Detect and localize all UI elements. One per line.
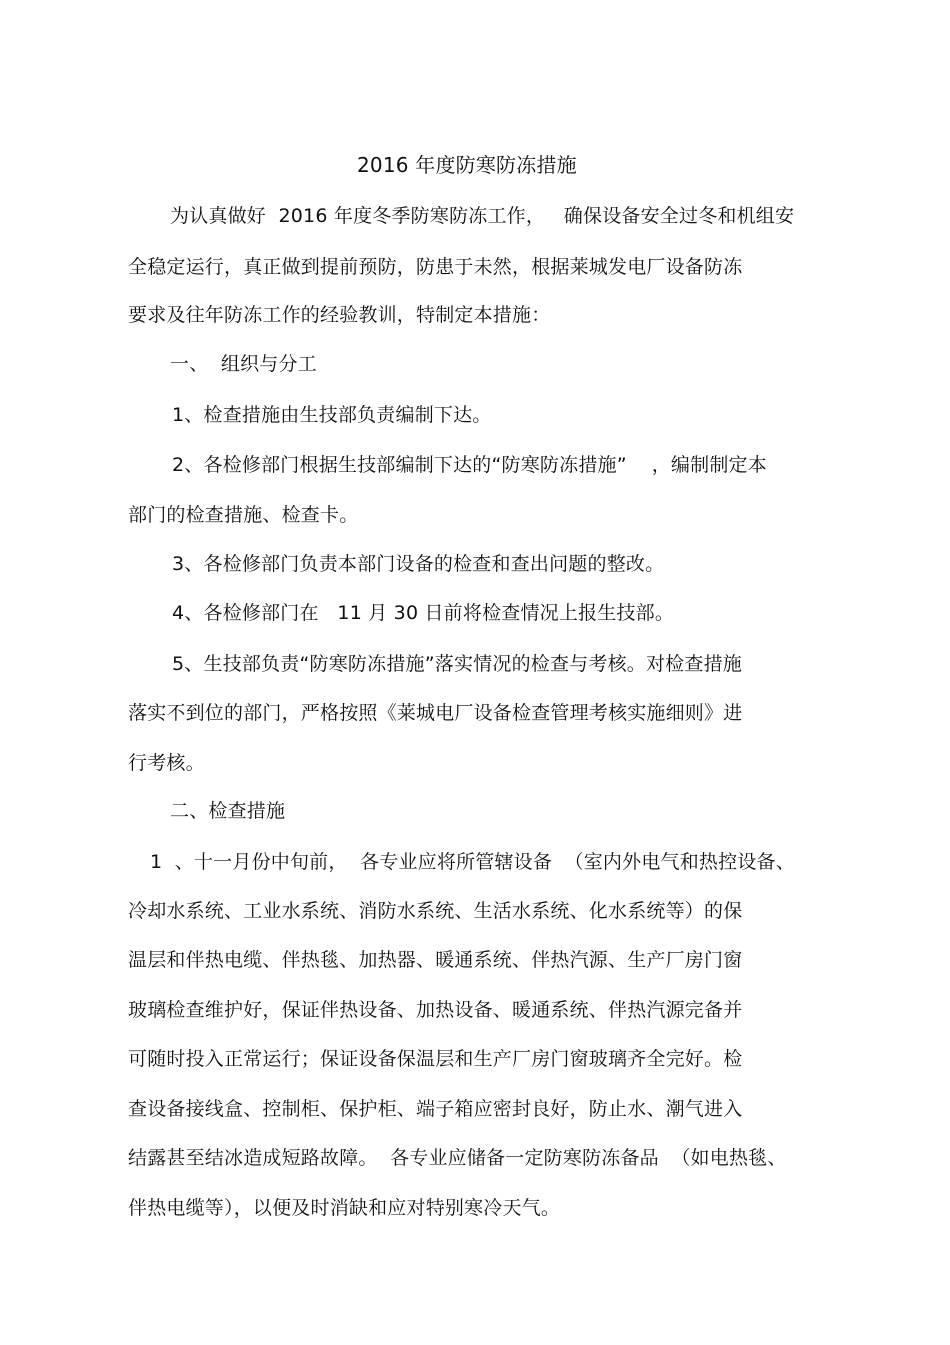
section-2-item-1-cont3: 玻璃检查维护好，保证伴热设备、加热设备、暖通系统、伴热汽源完备并 — [128, 999, 743, 1021]
section-1-item-5-cont2: 行考核。 — [128, 752, 205, 774]
section-1-item-5: 5、生技部负责“防寒防冻措施”落实情况的检查与考核。对检查措施 — [172, 653, 742, 675]
section-2-item-1-cont6: 结露甚至结冰造成短路故障。 各专业应储备一定防寒防冻备品 （如电热毯、 — [128, 1147, 787, 1169]
section-1-item-3: 3、各检修部门负责本部门设备的检查和查出问题的整改。 — [172, 553, 665, 575]
intro-line-1: 为认真做好 2016 年度冬季防寒防冻工作， 确保设备安全过冬和机组安 — [170, 205, 795, 227]
section-1-heading: 一、 组织与分工 — [170, 353, 317, 375]
section-2-heading: 二、检查措施 — [170, 800, 286, 822]
section-1-item-2: 2、各检修部门根据生技部编制下达的“防寒防冻措施” ，编制制定本 — [172, 454, 767, 476]
section-2-item-1-cont7: 伴热电缆等），以便及时消缺和应对特别寒冷天气。 — [128, 1197, 561, 1219]
section-2-item-1-cont5: 查设备接线盒、控制柜、保护柜、端子箱应密封良好，防止水、潮气进入 — [128, 1098, 743, 1120]
section-2-item-1-cont1: 冷却水系统、工业水系统、消防水系统、生活水系统、化水系统等）的保 — [128, 900, 743, 922]
intro-line-2: 全稳定运行，真正做到提前预防，防患于未然，根据莱城发电厂设备防冻 — [128, 256, 743, 278]
section-1-item-4: 4、各检修部门在 11 月 30 日前将检查情况上报生技部。 — [172, 602, 675, 624]
document-title: 2016 年度防寒防冻措施 — [357, 153, 577, 177]
section-2-item-1: 1 、十一月份中旬前， 各专业应将所管辖设备 （室内外电气和热控设备、 — [150, 851, 795, 873]
section-1-item-2-cont: 部门的检查措施、检查卡。 — [128, 504, 359, 526]
section-2-item-1-cont4: 可随时投入正常运行；保证设备保温层和生产厂房门窗玻璃齐全完好。检 — [128, 1048, 743, 1070]
intro-line-3: 要求及往年防冻工作的经验教训，特制定本措施： — [128, 304, 551, 326]
section-1-item-1: 1、检查措施由生技部负责编制下达。 — [172, 404, 492, 426]
section-1-item-5-cont: 落实不到位的部门，严格按照《莱城电厂设备检查管理考核实施细则》进 — [128, 702, 743, 724]
section-2-item-1-cont2: 温层和伴热电缆、伴热毯、加热器、暖通系统、伴热汽源、生产厂房门窗 — [128, 949, 743, 971]
